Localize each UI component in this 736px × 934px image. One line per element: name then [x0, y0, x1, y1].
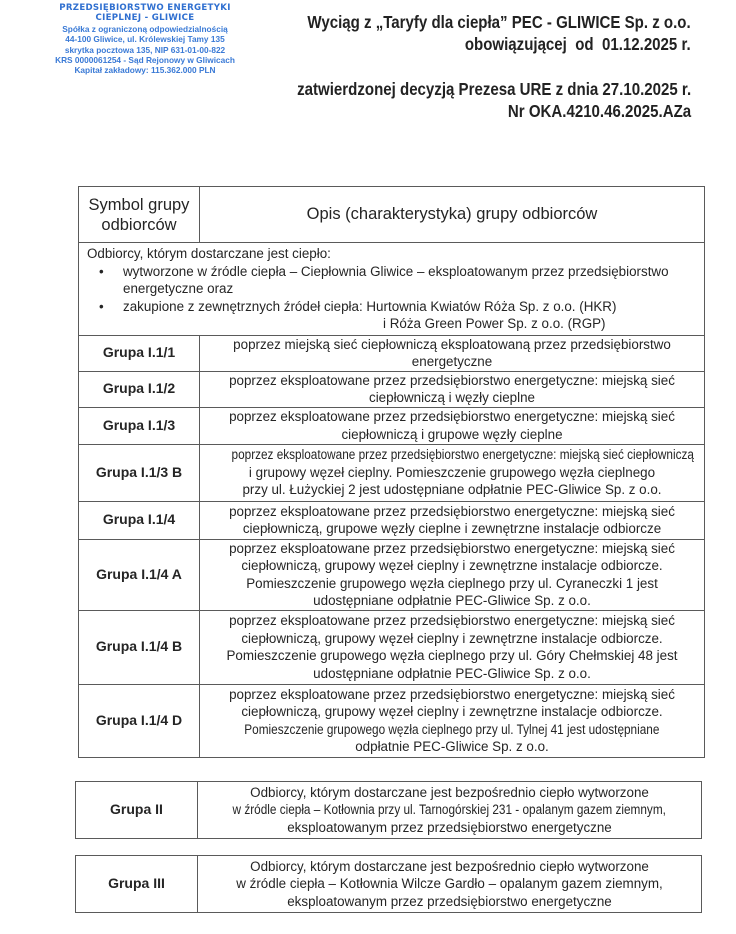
group-description	[200, 610, 705, 684]
intro-bullet-list	[87, 263, 696, 333]
description-line: poprzez eksploatowane przez przedsiębiorstwo energetyczne: miejską sieć	[229, 686, 675, 702]
description-line: poprzez eksploatowane przez przedsiębiorstwo energetyczne: miejską sieć	[229, 372, 675, 388]
description-line: ciepłowniczą, grupowy węzeł cieplny i zewnętrzne instalacje odbiorcze.	[241, 630, 663, 646]
description-line: poprzez miejską sieć ciepłowniczą eksploatowaną przez przedsiębiorstwo	[233, 336, 671, 352]
group-description	[200, 684, 705, 757]
intro-bullet-1	[123, 263, 696, 298]
group-symbol: Grupa I.1/1	[79, 335, 200, 371]
description-line: poprzez eksploatowane przez przedsiębiorstwo energetyczne: miejską sieć	[229, 540, 675, 556]
header-symbol-line-1: Symbol grupy	[88, 195, 190, 214]
approval-line-1: zatwierdzonej decyzją Prezesa URE z dnia 27.10.2025 r.	[296, 79, 691, 99]
group-description	[200, 335, 705, 371]
intro-lead: Odbiorcy, którym dostarczane jest ciepło:	[87, 246, 331, 261]
description-line: poprzez eksploatowane przez przedsiębiorstwo energetyczne: miejską sieć ciepłowniczą	[231, 447, 694, 463]
group-symbol: Grupa I.1/2	[79, 371, 200, 407]
description-line: ciepłowniczą, grupowe węzły cieplne i zewnętrzne instalacje odbiorcze	[242, 521, 662, 536]
description-line: Odbiorcy, którym dostarczane jest bezpośrednio ciepło wytworzone	[250, 858, 649, 874]
title-line-2: obowiązującej od 01.12.2025 r.	[465, 34, 691, 54]
intro-cell	[79, 243, 705, 336]
table-header-row	[79, 187, 705, 243]
table-row	[79, 444, 705, 501]
title-line-1: Wyciąg z „Taryfy dla ciepła” PEC - GLIWICE Sp. z o.o.	[307, 12, 691, 32]
header-symbol-line-2: odbiorców	[101, 215, 177, 234]
group-ii-table	[75, 781, 702, 839]
table-row	[79, 501, 705, 539]
table-row	[76, 856, 702, 913]
approval-line-2: Nr OKA.4210.46.2025.AZa	[507, 101, 691, 121]
description-line: Odbiorcy, którym dostarczane jest bezpośrednio ciepło wytworzone	[250, 784, 649, 800]
document-title	[308, 11, 691, 55]
description-line: energetyczne	[411, 354, 493, 369]
bullet-1-line-1: • wytworzone w źródle ciepła – Ciepłownia Gliwice – eksploatowanym przez przedsiębiorstwo	[123, 263, 669, 279]
description-line: przy ul. Łużyckiej 2 jest udostępniane odpłatnie PEC-Gliwice Sp. z o.o.	[242, 482, 662, 498]
description-line: Pomieszczenie grupowego węzła cieplnego przy ul. Cyraneczki 1 jest	[246, 575, 658, 591]
intro-bullet-2	[123, 298, 696, 333]
group-iii-table	[75, 855, 702, 913]
description-line: udostępniane odpłatnie PEC-Gliwice Sp. z o.o.	[313, 665, 591, 681]
group-description	[200, 539, 705, 610]
description-line: i grupowy węzeł cieplny. Pomieszczenie grupowego węzła cieplnego	[248, 464, 656, 480]
description-line: eksploatowanym przez przedsiębiorstwo energetyczne	[287, 893, 612, 909]
description-line: ciepłowniczą i grupowe węzły cieplne	[341, 426, 563, 442]
column-header-description: Opis (charakterystyka) grupy odbiorców	[200, 187, 705, 243]
company-stamp	[40, 3, 250, 76]
table-row	[79, 610, 705, 684]
stamp-company-name-1: PRZEDSIĘBIORSTWO ENERGETYKI	[59, 3, 231, 13]
group-symbol: Grupa III	[76, 856, 198, 913]
column-header-symbol	[79, 187, 200, 243]
stamp-capital: Kapitał zakładowy: 115.362.000 PLN	[74, 65, 216, 76]
group-description	[200, 407, 705, 444]
group-symbol: Grupa II	[76, 782, 198, 839]
table-row	[76, 782, 702, 839]
description-line: w źródle ciepła – Kotłownia przy ul. Tarnogórskiej 231 - opalanym gazem ziemnym,	[232, 802, 667, 818]
bullet-2-line-1: • zakupione z zewnętrznych źródeł ciepła: Hurtownia Kwiatów Róża Sp. z o.o. (HKR)	[123, 298, 617, 314]
description-line: eksploatowanym przez przedsiębiorstwo energetyczne	[287, 819, 612, 835]
bullet-2-line-2: i Róża Green Power Sp. z o.o. (RGP)	[383, 316, 606, 331]
group-description	[198, 782, 702, 839]
group-symbol: Grupa I.1/4 D	[79, 684, 200, 757]
table-row	[79, 684, 705, 757]
table-row	[79, 539, 705, 610]
group-symbol: Grupa I.1/4	[79, 501, 200, 539]
description-line: poprzez eksploatowane przez przedsiębiorstwo energetyczne: miejską sieć	[229, 613, 675, 628]
stamp-address: 44-100 Gliwice, ul. Królewskiej Tamy 135	[65, 34, 225, 45]
group-description	[200, 371, 705, 407]
stamp-company-name-2: CIEPLNEJ - GLIWICE	[95, 13, 195, 24]
table-row	[79, 407, 705, 444]
group-symbol: Grupa I.1/4 B	[79, 610, 200, 684]
description-line: odpłatnie PEC-Gliwice Sp. z o.o.	[355, 739, 549, 754]
bullet-1-line-2: energetyczne oraz	[123, 281, 234, 296]
intro-row	[79, 243, 705, 336]
group-description	[200, 501, 705, 539]
stamp-krs: KRS 0000061254 - Sąd Rejonowy w Gliwicach	[55, 55, 235, 66]
document-approval	[297, 78, 691, 122]
description-line: ciepłowniczą, grupowy węzeł cieplny i zewnętrzne instalacje odbiorcze.	[241, 704, 663, 719]
description-line: Pomieszczenie grupowego węzła cieplnego przy ul. Góry Chełmskiej 48 jest	[226, 648, 678, 663]
description-line: ciepłowniczą i węzły cieplne	[369, 390, 535, 405]
description-line: ciepłowniczą, grupowy węzeł cieplny i zewnętrzne instalacje odbiorcze.	[241, 558, 663, 573]
description-line: w źródle ciepła – Kotłownia Wilcze Gardło – opalanym gazem ziemnym,	[236, 876, 663, 892]
group-symbol: Grupa I.1/3 B	[79, 444, 200, 501]
stamp-legal-form: Spółka z ograniczoną odpowiedzialnością	[62, 23, 228, 34]
description-line: poprzez eksploatowane przez przedsiębiorstwo energetyczne: miejską sieć	[229, 409, 675, 424]
description-line: udostępniane odpłatnie PEC-Gliwice Sp. z o.o.	[313, 593, 591, 608]
table-row	[79, 371, 705, 407]
stamp-po-box-nip: skrytka pocztowa 135, NIP 631-01-00-822	[64, 44, 226, 55]
group-description	[198, 856, 702, 913]
group-description	[200, 444, 705, 501]
description-line: poprzez eksploatowane przez przedsiębiorstwo energetyczne: miejską sieć	[229, 503, 675, 519]
table-row	[79, 335, 705, 371]
description-line: Pomieszczenie grupowego węzła cieplnego przy ul. Tylnej 41 jest udostępniane	[244, 721, 660, 737]
group-symbol: Grupa I.1/3	[79, 407, 200, 444]
customer-groups-table	[78, 186, 705, 758]
group-symbol: Grupa I.1/4 A	[79, 539, 200, 610]
